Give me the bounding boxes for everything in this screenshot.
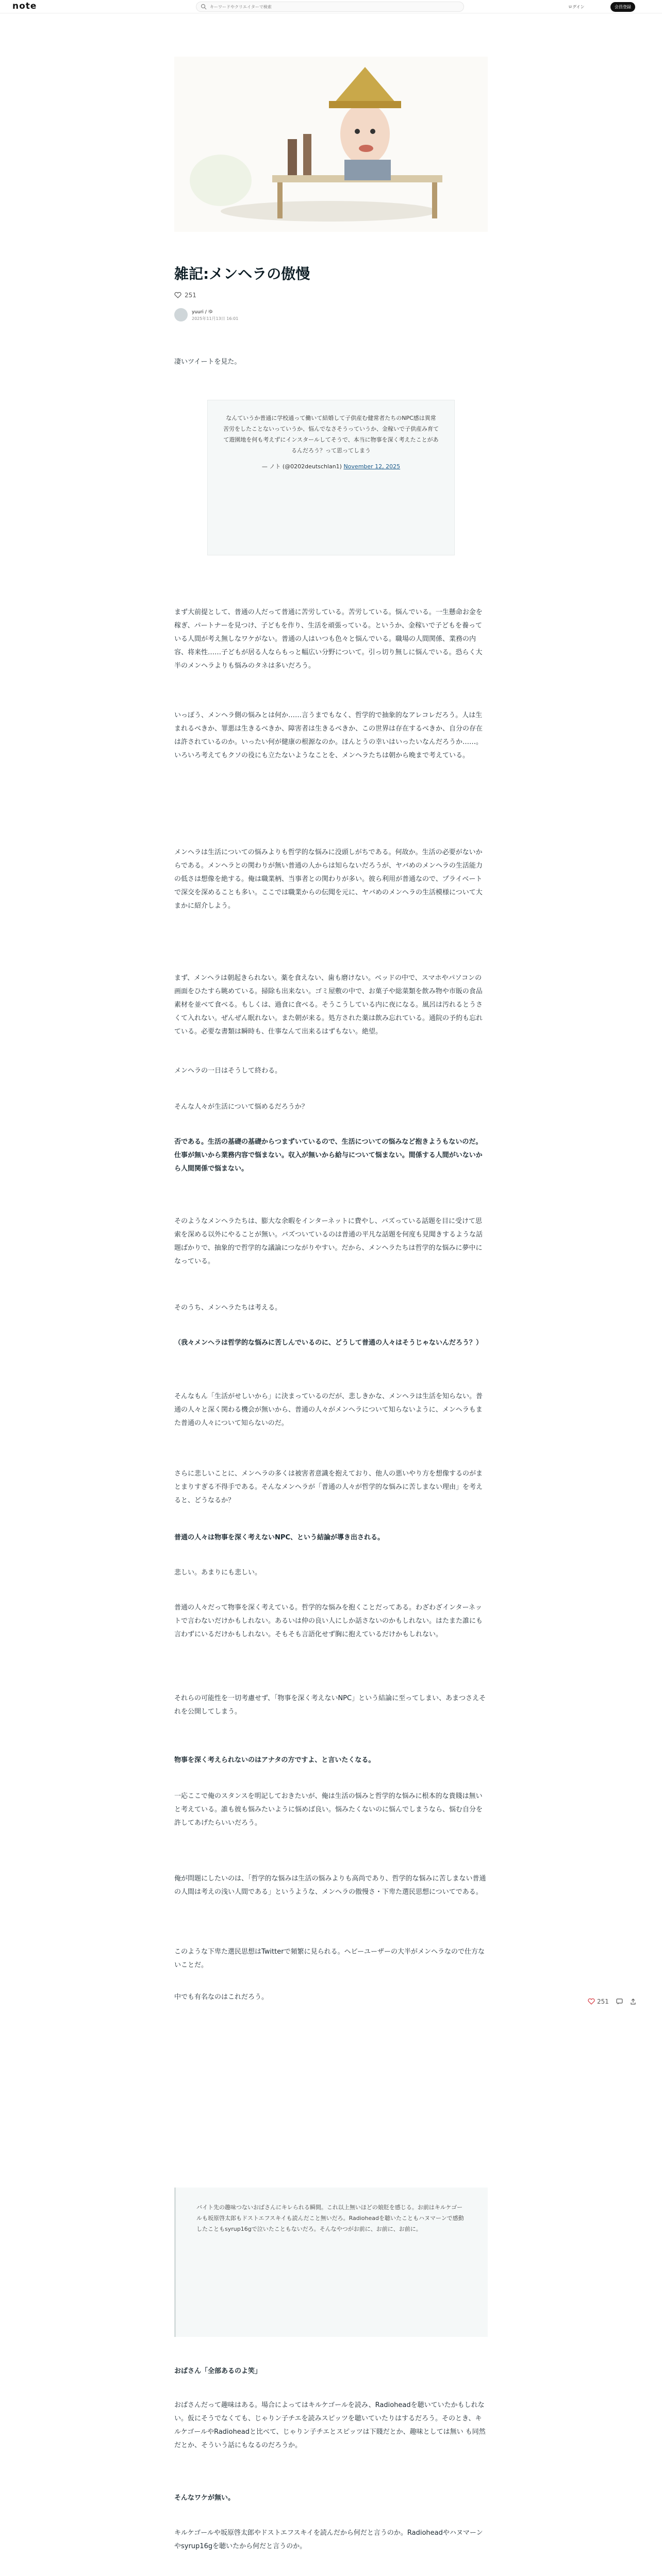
paragraph-16: それらの可能性を一切考慮せず、「物事を深く考えないNPC」という結論に至ってしまい、あまつさえそれを公開してしまう。 xyxy=(174,1694,486,1716)
tweet-signature: — ノト (@0202deutschlan1) November 12, 2025 xyxy=(261,463,401,470)
embedded-tweet xyxy=(207,400,455,555)
paragraph-3: メンヘラは生活についての悩みよりも哲学的な悩みに没頭しがちである。何故か。生活の必要がないからである。メンヘラとの関わりが無い普通の人からは知らないだろうが、ヤバめのメンヘラの生活能力の低さは想像を絶する。俺は職業柄、当事者との関わりが多い。彼ら利用が普通なので、プライベートで深交を深めることも多い。ここでは職業からの伝聞を元に、ヤバめのメンヘラの生活模様について大まかに紹介しよう。 xyxy=(174,849,483,910)
paragraph-4: まず、メンヘラは朝起きられない。薬を食えない、歯も磨けない。ベッドの中で、スマホやパソコンの画面をひたすら眺めている。掃除も出来ない。ゴミ屋敷の中で、お菓子や総菜類を飲み物や市販の食品素材を並べて食べる。もしくは、過食に食べる。そうこうしている内に夜になる。風呂は汚れるとうさくて入れない。ぜんぜん眠れない。また朝が来る。処方された薬は飲み忘れている。通院の予約も忘れている。必要な書類は瞬時も、仕事なんて出来るはずもない。絶望。 xyxy=(174,974,483,1036)
paragraph-15: 普通の人々だって物事を深く考えている。哲学的な悩みを抱くことだってある。わざわざインターネットで言わないだけかもしれない。あるいは仲の良い人にしか話さないのかもしれない。はたまた誰にも言わずにいるだけかもしれない。そもそも言語化せず胸に抱えているだけかもしれない。 xyxy=(174,1604,483,1638)
paragraph-14: 悲しい。あまりにも悲しい。 xyxy=(174,1569,262,1577)
tweet-link[interactable]: November 12, 2025 xyxy=(343,463,401,470)
paragraph-11: そんなもん「生活がせしいから」に決まっているのだが、悲しきかな、メンヘラは生活を知らない。普通の人々と深く関わる機会が無いから、普通の人々がメンヘラについて知らないように、メンヘラもまた普通の人々について知らないのだ。 xyxy=(174,1393,483,1427)
paragraph-10: （我々メンヘラは哲学的な悩みに苦しんでいるのに、どうして普通の人々はそうじゃないんだろう？） xyxy=(174,1339,483,1347)
paragraph-1: まず大前提として、普通の人だって普通に苦労している。苦労している。悩んでいる。一生懸命お金を稼ぎ、パートナーを見つけ、子どもを作り、生活を頑張っている。というか、金稼いで子どもを養っている人間が考え無しなワケがない。普通の人はいつも色々と悩んでいる。職場の人間関係、業務の内容、将来性……子どもが居る人ならもっと幅広い分野について。引っ切り無しに悩んでいる。恐らく大半のメンヘラよりも悩みのタネは多いだろう。 xyxy=(174,608,483,670)
paragraph-6: そんな人々が生活について悩めるだろうか？ xyxy=(174,1103,308,1111)
search-icon xyxy=(201,4,207,10)
paragraph-5: メンヘラの一日はそうして終わる。 xyxy=(174,1067,282,1075)
top-header xyxy=(0,0,662,13)
hero-illustration xyxy=(174,57,488,232)
paragraph-17: 物事を深く考えられないのはアナタの方ですよ、と言いたくなる。 xyxy=(174,1756,375,1764)
paragraph-25: キルケゴールや坂原啓太郎やドストエフスキイを読んだから何だと言うのか。Radioheadやハヌマーンやsyrup16gを聴いたから何だと言うのか。 xyxy=(174,2529,483,2550)
article-title: 雑記:メンヘラの傲慢 xyxy=(174,265,310,282)
floating-like-count: 251 xyxy=(597,1998,609,2005)
search-box[interactable] xyxy=(196,2,464,12)
login-button[interactable]: ログイン xyxy=(568,5,585,9)
paragraph-18: 一応ここで俺のスタンスを明記しておきたいが、俺は生活の悩みと哲学的な悩みに根本的な貴賤は無いと考えている。誰も彼も悩みたいように悩めば良い。悩みたくないのに悩んでしまうなら、悩む自分を許してあげたらいいだろう。 xyxy=(174,1792,483,1827)
like-row xyxy=(174,292,488,299)
paragraph-8: そのようなメンヘラたちは、膨大な余暇をインターネットに費やし、バズっている話題を目に受けて思索を深める以外にやることが無い。バズついているのは普通の平凡な話題を何度も見聞きするような話題ばかりで、抽象的で哲学的な議論につながりやすい。だから、メンヘラたちは哲学的な悩みに夢中になっている。 xyxy=(174,1217,483,1265)
share-button[interactable] xyxy=(630,1998,636,2005)
note-logo[interactable]: note xyxy=(12,1,37,11)
heart-icon xyxy=(588,1998,595,2005)
post-date: 2025年11月13日 16:01 xyxy=(192,316,239,321)
intro-paragraph: 凄いツイートを見た。 xyxy=(174,358,241,366)
paragraph-23: おばさんだって趣味はある。場合によってはキルケゴールを読み、Radioheadを聴いていたかもしれない。仮にそうでなくても、じゃりン子チエを読みスピッツを聴いていたりはするだろう。そのとき、キルケゴールやRadioheadと比べて、じゃりン子チエとスピッツは下賤だとか、趣味としては無い も同然だとか、そういう話にもなるのだろうか。 xyxy=(174,2401,486,2449)
author-block[interactable] xyxy=(174,308,488,321)
paragraph-7: 否である。生活の基礎の基礎からつまずいているので、生活についての悩みなど抱きようもないのだ。仕事が無いから業務内容で悩まない。収入が無いから給与について悩まない。間係する人間がいないから人間関係で悩まない。 xyxy=(174,1138,483,1173)
like-count: 251 xyxy=(185,292,196,299)
share-icon xyxy=(630,1998,636,2005)
paragraph-9: そのうち、メンヘラたちは考える。 xyxy=(174,1304,282,1312)
floating-actions xyxy=(588,1998,636,2005)
heart-icon[interactable] xyxy=(174,292,181,298)
paragraph-13: 普通の人々は物事を深く考えないNPC、という結論が導き出される。 xyxy=(174,1534,384,1541)
avatar[interactable] xyxy=(174,308,188,321)
comment-button[interactable] xyxy=(616,1998,623,2005)
search-input[interactable] xyxy=(210,3,457,11)
paragraph-24: そんなワケが無い。 xyxy=(174,2494,235,2502)
paragraph-21: 中でも有名なのはこれだろう。 xyxy=(174,1993,269,2001)
hero-drawing xyxy=(174,57,488,232)
quoted-tweet: バイト先の趣味つないおばさんにキレられる瞬間。これ以上無いほどの娘貶を感じる。お前はキルケゴールも坂原啓太郎もドストエフスキイも読んだこと無いだろ。Radioheadを聴いたこともハヌマーンで感動したこともsyrup16gで泣いたこともないだろ。そんなやつがお前に、お前に、お前に。 xyxy=(174,2188,488,2337)
paragraph-2: いっぽう、メンヘラ側の悩みとは何か……言うまでもなく、哲学的で抽象的なアレコレだろう。人は生まれるべきか、罪悪は生きるべきか、障害者は生きるべきか、この世界は存在するべきか、自分の存在は許されているのか。いったい何が健康の根源なのか。ほんとうの幸いはいったいなんだろうか……。いろいろ考えてもクソの役にも立たないようなことを、メンヘラたちは朝から晩まで考えている。 xyxy=(174,711,483,759)
paragraph-22: おばさん「全部あるのよ笑」 xyxy=(174,2367,262,2375)
comment-icon xyxy=(616,1998,623,2005)
author-name[interactable]: yuuri / ゆ xyxy=(192,310,213,315)
tweet-text: なんていうか普通に学校通って働いて結婚して子供産む健常者たちのNPC感は異常 苦労をしたことないっていうか、悩んでなさそうっていうか、金稼いで子供産み育てて遊園地を何も考えずにインスタールしてそうで、本当に物事を深く考えたことがあるんだろう？って思ってしまう xyxy=(223,415,439,454)
paragraph-20: このような下卑た選民思想はTwitterで頻繁に見られる。ヘビーユーザーの大半がメンヘラなので仕方ないことだ。 xyxy=(174,1948,485,1969)
signup-button[interactable]: 会員登録 xyxy=(610,2,635,12)
paragraph-19: 俺が問題にしたいのは、「哲学的な悩みは生活の悩みよりも高尚であり、哲学的な悩みに苦しまない普通の人間は考えの浅い人間である」というような、メンヘラの傲慢さ・下卑た選民思想についてである。 xyxy=(174,1875,486,1896)
floating-like[interactable] xyxy=(588,1998,609,2005)
paragraph-12: さらに悲しいことに、メンヘラの多くは被害者意識を抱えており、他人の悪いやり方を想像するのがまとまりすぎる不得手である。そんなメンヘラが「普通の人々が哲学的な悩みに苦しまない理由」を考えると、どうなるか？ xyxy=(174,1470,483,1504)
